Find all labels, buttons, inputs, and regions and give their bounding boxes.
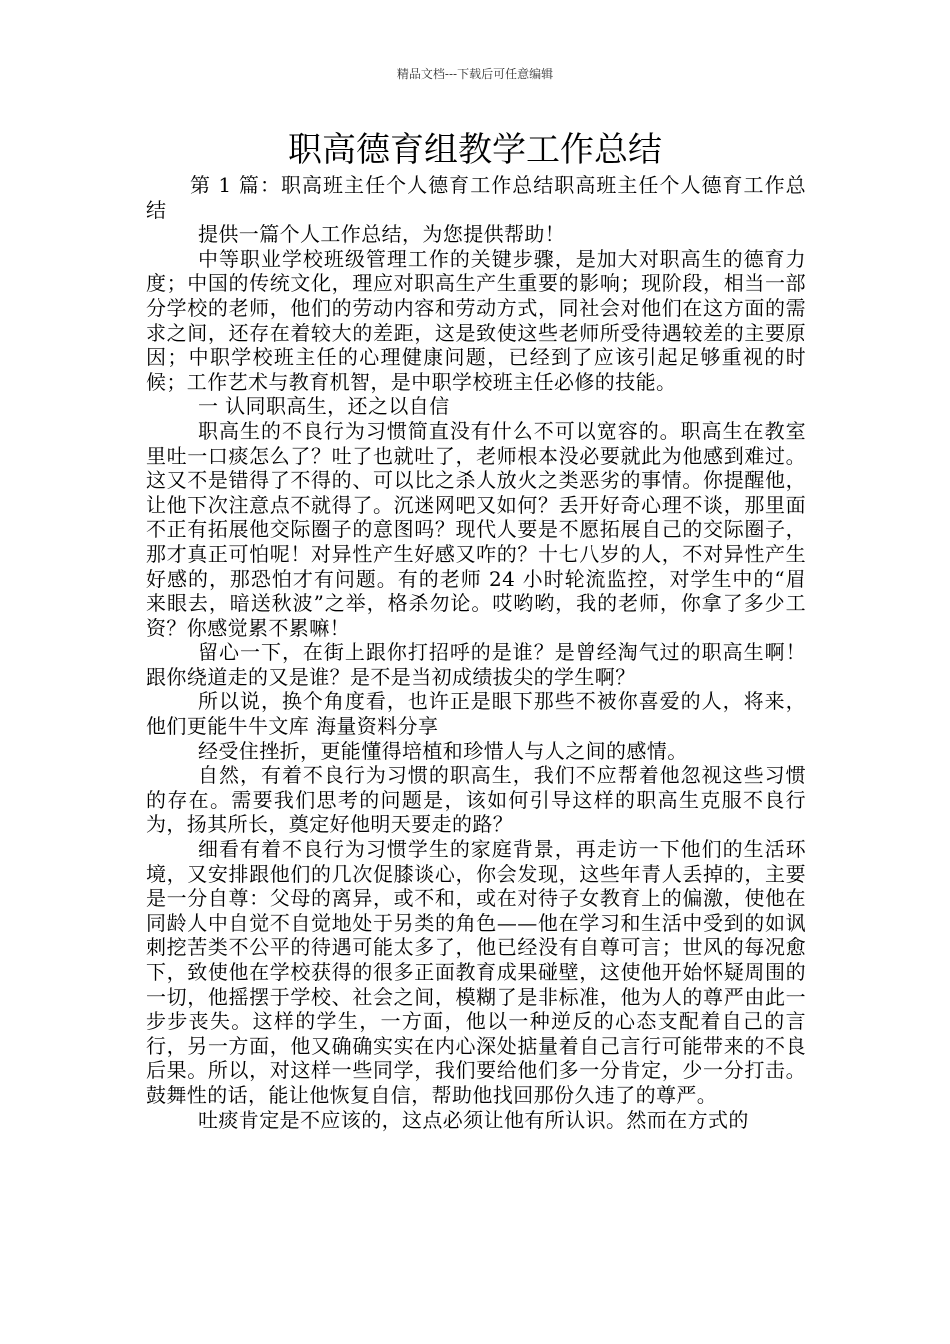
document-body bbox=[146, 173, 806, 1132]
document-title: 职高德育组教学工作总结 bbox=[288, 130, 662, 170]
paragraph: 经受住挫折，更能懂得培植和珍惜人与人之间的感情。 bbox=[198, 738, 688, 763]
paragraph: 职高生的不良行为习惯简直没有什么不可以宽容的。职高生在教室里吐一口痰怎么了？吐了也就吐了，老师根本没必要就此为他感到难过。这又不是错得了不得的、可以比之杀人放火之类恶劣的事情。你提醒他，让他下次注意点不就得了。沉迷网吧又如何？丢开好奇心理不谈，那里面不正有拓展他交际圈子的意图吗？现代人要是不愿拓展自己的交际圈子，那才真正可怕呢！对异性产生好感又咋的？十七八岁的人，不对异性产生好感的，那恐怕才有问题。有的老师 24 小时轮流监控，对学生中的“眉来眼去，暗送秋波”之举，格杀勿论。哎哟哟，我的老师，你拿了多少工资？你感觉累不累嘛！ bbox=[146, 418, 806, 640]
paragraph: 细看有着不良行为习惯学生的家庭背景，再走访一下他们的生活环境，又安排跟他们的几次促膝谈心，你会发现，这些年青人丢掉的，主要是一分自尊：父母的离异，或不和，或在对待子女教育上的偏激，使他在同龄人中自觉不自觉地处于另类的角色——他在学习和生活中受到的如讽刺挖苦类不公平的待遇可能太多了，他已经没有自尊可言；世风的每况愈下，致使他在学校获得的很多正面教育成果碰壁，这使他开始怀疑周围的一切，他摇摆于学校、社会之间，模糊了是非标准，他为人的尊严由此一步步丧失。这样的学生，一方面，他以一种逆反的心态支配着自己的言行，另一方面，他又确确实实在内心深处掂量着自己言行可能带来的不良后果。所以，对这样一些同学，我们要给他们多一分肯定，少一分打击。鼓舞性的话，能让他恢复自信，帮助他找回那份久违了的尊严。 bbox=[146, 837, 806, 1107]
paragraph: 吐痰肯定是不应该的，这点必须让他有所认识。然而在方式的 bbox=[198, 1107, 749, 1132]
paragraph: 留心一下，在街上跟你打招呼的是谁？是曾经淘气过的职高生啊！跟你绕道走的又是谁？是不是当初成绩拔尖的学生啊？ bbox=[146, 640, 806, 689]
header-note: 精品文档---下载后可任意编辑 bbox=[396, 67, 554, 81]
paragraph: 自然，有着不良行为习惯的职高生，我们不应帮着他忽视这些习惯的存在。需要我们思考的问题是，该如何引导这样的职高生克服不良行为，扬其所长，奠定好他明天要走的路？ bbox=[146, 763, 806, 837]
paragraph-section-heading: 一 认同职高生，还之以自信 bbox=[198, 394, 450, 419]
paragraph: 提供一篇个人工作总结，为您提供帮助！ bbox=[198, 222, 566, 247]
paragraph: 所以说，换个角度看，也许正是眼下那些不被你喜爱的人，将来，他们更能牛牛文库 海量资料分享 bbox=[146, 689, 806, 739]
paragraph-chapter-heading: 第 1 篇：职高班主任个人德育工作总结职高班主任个人德育工作总结 bbox=[146, 173, 806, 222]
paragraph: 中等职业学校班级管理工作的关键步骤，是加大对职高生的德育力度；中国的传统文化，理应对职高生产生重要的影响；现阶段，相当一部分学校的老师，他们的劳动内容和劳动方式，同社会对他们在这方面的需求之间，还存在着较大的差距，这是致使这些老师所受待遇较差的主要原因；中职学校班主任的心理健康问题，已经到了应该引起足够重视的时候；工作艺术与教育机智，是中职学校班主任必修的技能。 bbox=[146, 246, 806, 394]
